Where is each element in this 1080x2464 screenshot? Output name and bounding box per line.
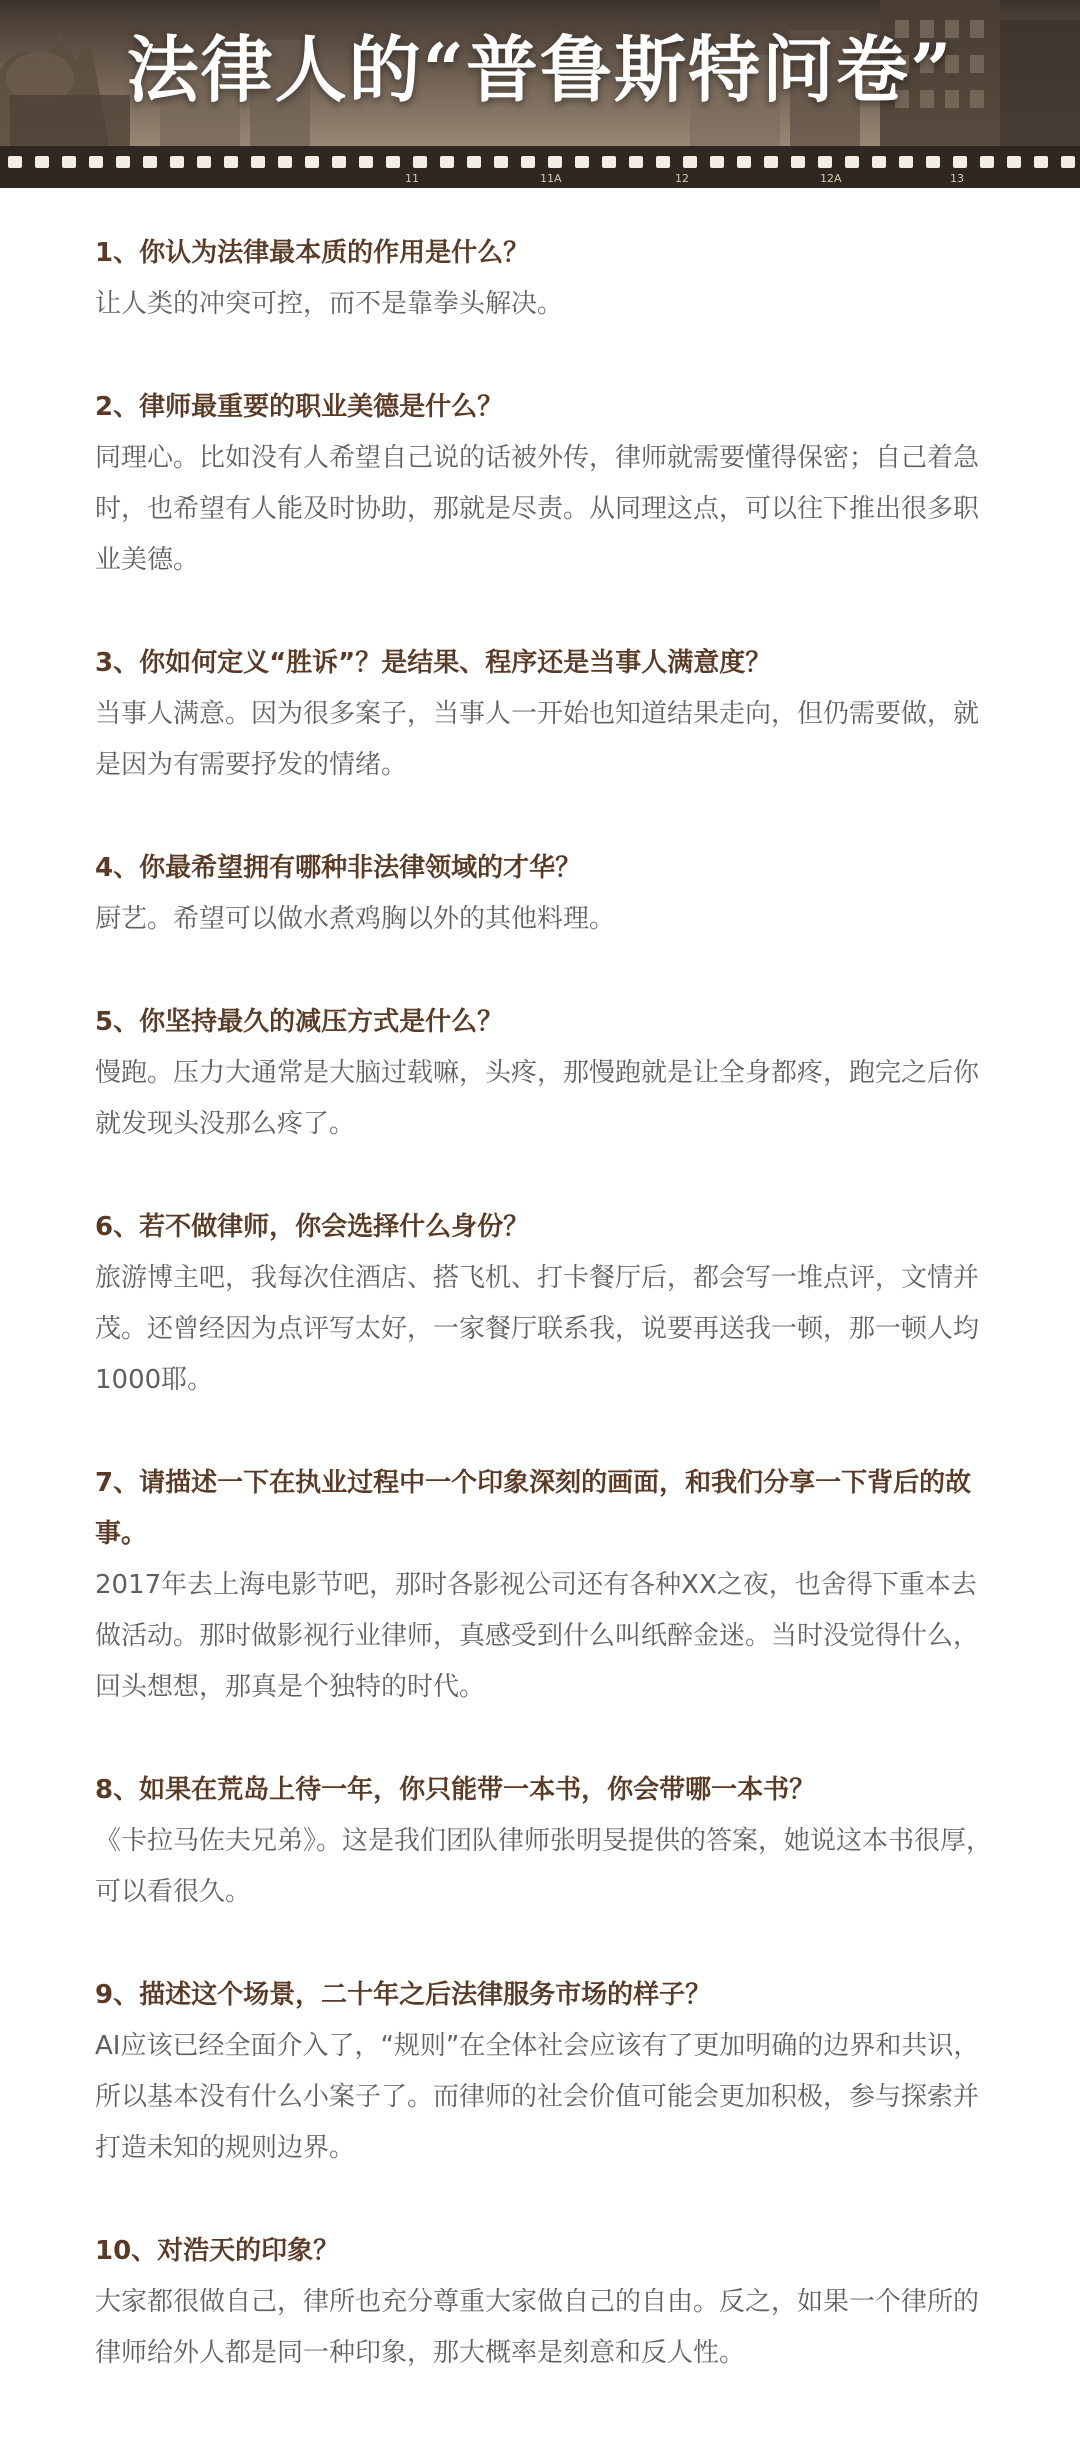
film-sprocket-hole — [575, 156, 589, 168]
film-sprocket-hole — [494, 156, 508, 168]
page-title: 法律人的“普鲁斯特问卷” — [126, 27, 954, 112]
film-sprocket-hole — [980, 156, 994, 168]
film-sprocket-hole — [845, 156, 859, 168]
qa-item — [95, 1970, 995, 2174]
qa-item — [95, 1765, 995, 1918]
film-sprocket-hole — [62, 156, 76, 168]
question: 5、你坚持最久的减压方式是什么？ — [95, 1007, 504, 1037]
film-sprocket-hole — [278, 156, 292, 168]
film-sprocket-hole — [1007, 156, 1021, 168]
film-sprocket-hole — [359, 156, 373, 168]
film-sprocket-hole — [440, 156, 454, 168]
film-sprocket-hole — [35, 156, 49, 168]
film-sprocket-hole — [764, 156, 778, 168]
film-sprocket-hole — [926, 156, 940, 168]
film-sprocket-hole — [143, 156, 157, 168]
film-sprocket-hole — [737, 156, 751, 168]
answer: 慢跑。压力大通常是大脑过载嘛，头疼，那慢跑就是让全身都疼，跑完之后你就发现头没那么疼了。 — [95, 1058, 980, 1139]
film-frame-number: 11 — [405, 172, 419, 185]
question: 9、描述这个场景，二十年之后法律服务市场的样子？ — [95, 1980, 712, 2010]
answer: 厨艺。希望可以做水煮鸡胸以外的其他料理。 — [95, 904, 616, 934]
qa-item — [95, 1458, 995, 1713]
film-frame-number: 12 — [675, 172, 689, 185]
film-sprocket-hole — [197, 156, 211, 168]
question: 6、若不做律师，你会选择什么身份？ — [95, 1212, 530, 1242]
question: 7、请描述一下在执业过程中一个印象深刻的画面，和我们分享一下背后的故事。 — [95, 1468, 972, 1549]
qa-item — [95, 228, 995, 330]
questionnaire — [95, 228, 995, 2431]
qa-item — [95, 1202, 995, 1406]
question: 4、你最希望拥有哪种非法律领域的才华？ — [95, 853, 582, 883]
answer: 2017年去上海电影节吧，那时各影视公司还有各种XX之夜，也舍得下重本去做活动。那时做影视行业律师，真感受到什么叫纸醉金迷。当时没觉得什么，回头想想，那真是个独特的时代。 — [95, 1570, 980, 1702]
film-sprocket-hole — [683, 156, 697, 168]
film-sprocket-hole — [656, 156, 670, 168]
film-sprocket-hole — [251, 156, 265, 168]
answer: 让人类的冲突可控，而不是靠拳头解决。 — [95, 289, 564, 319]
film-sprocket-hole — [953, 156, 967, 168]
film-sprocket-hole — [8, 156, 22, 168]
qa-item — [95, 997, 995, 1150]
answer: 旅游博主吧，我每次住酒店、搭飞机、打卡餐厅后，都会写一堆点评，文情并茂。还曾经因为点评写太好，一家餐厅联系我，说要再送我一顿，那一顿人均1000耶。 — [95, 1263, 980, 1395]
film-frame-number: 13 — [950, 172, 964, 185]
answer: 同理心。比如没有人希望自己说的话被外传，律师就需要懂得保密；自己着急时，也希望有人能及时协助，那就是尽责。从同理这点，可以往下推出很多职业美德。 — [95, 443, 980, 575]
film-sprocket-hole — [116, 156, 130, 168]
film-sprocket-hole — [899, 156, 913, 168]
film-sprocket-hole — [170, 156, 184, 168]
film-frame-number: 11A — [540, 172, 562, 185]
question: 1、你认为法律最本质的作用是什么？ — [95, 238, 530, 268]
film-sprocket-hole — [1034, 156, 1048, 168]
film-sprocket-hole — [602, 156, 616, 168]
qa-item — [95, 2226, 995, 2379]
qa-item — [95, 382, 995, 586]
film-sprocket-hole — [1061, 156, 1075, 168]
film-sprocket-hole — [89, 156, 103, 168]
film-sprocket-hole — [386, 156, 400, 168]
qa-item — [95, 843, 995, 945]
answer: AI应该已经全面介入了，“规则”在全体社会应该有了更加明确的边界和共识，所以基本没有什么小案子了。而律师的社会价值可能会更加积极，参与探索并打造未知的规则边界。 — [95, 2031, 980, 2163]
answer: 大家都很做自己，律所也充分尊重大家做自己的自由。反之，如果一个律所的律师给外人都是同一种印象，那大概率是刻意和反人性。 — [95, 2287, 980, 2368]
film-sprocket-hole — [872, 156, 886, 168]
film-sprocket-hole — [332, 156, 346, 168]
film-sprocket-hole — [818, 156, 832, 168]
film-sprocket-hole — [629, 156, 643, 168]
qa-item — [95, 638, 995, 791]
film-sprocket-hole — [467, 156, 481, 168]
film-sprocket-hole — [791, 156, 805, 168]
film-strip — [0, 146, 1080, 188]
film-sprocket-hole — [413, 156, 427, 168]
film-sprocket-hole — [548, 156, 562, 168]
answer: 当事人满意。因为很多案子，当事人一开始也知道结果走向，但仍需要做，就是因为有需要抒发的情绪。 — [95, 699, 980, 780]
film-sprocket-hole — [710, 156, 724, 168]
film-sprocket-hole — [224, 156, 238, 168]
answer: 《卡拉马佐夫兄弟》。这是我们团队律师张明旻提供的答案，她说这本书很厚，可以看很久。 — [95, 1826, 993, 1907]
film-sprocket-hole — [305, 156, 319, 168]
film-sprocket-hole — [521, 156, 535, 168]
question: 2、律师最重要的职业美德是什么？ — [95, 392, 504, 422]
question: 3、你如何定义“胜诉”？是结果、程序还是当事人满意度？ — [95, 648, 772, 678]
film-strip-icon — [0, 146, 1080, 188]
question: 8、如果在荒岛上待一年，你只能带一本书，你会带哪一本书？ — [95, 1775, 816, 1805]
film-frame-number: 12A — [820, 172, 842, 185]
question: 10、对浩天的印象？ — [95, 2236, 340, 2266]
header-banner — [0, 0, 1080, 188]
